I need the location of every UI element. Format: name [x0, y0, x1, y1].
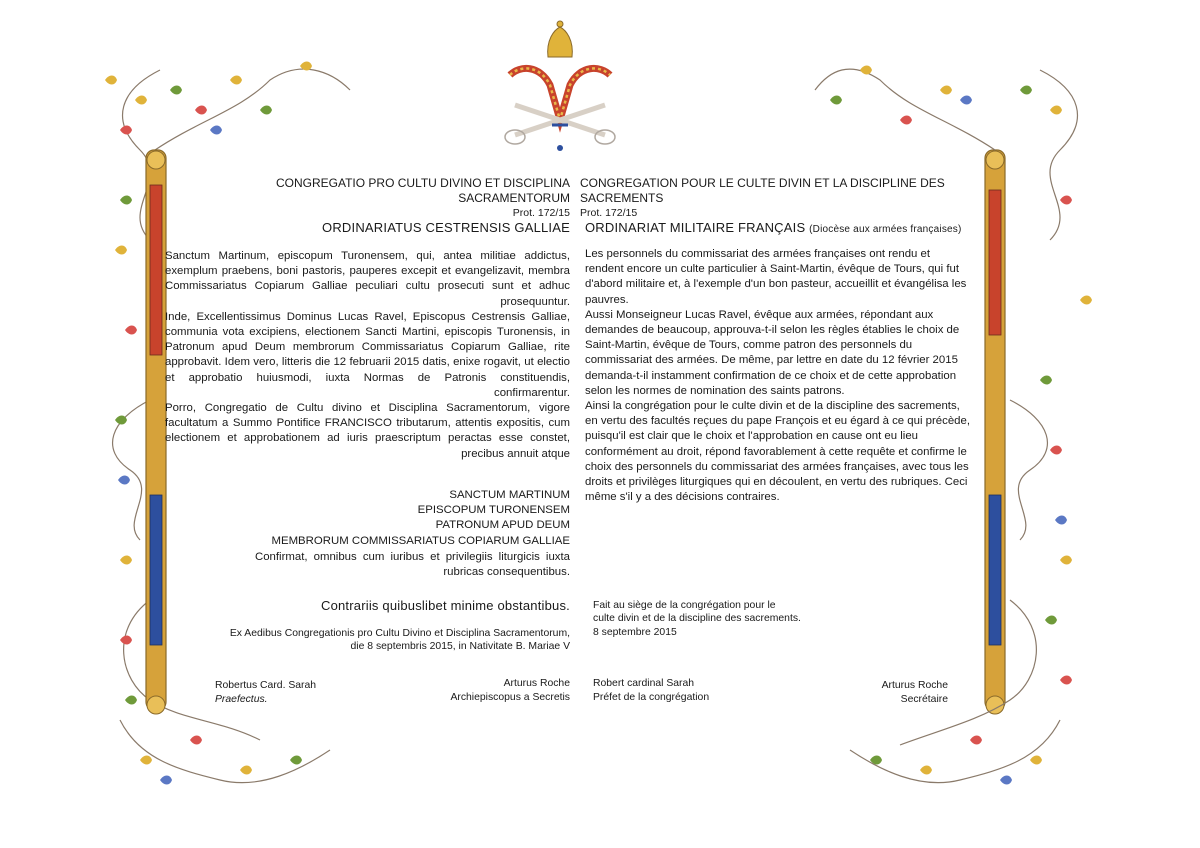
latin-header: [180, 176, 570, 221]
left-blue-bar: [150, 495, 162, 645]
french-signature-left: [593, 677, 793, 705]
french-sig-right-name: Arturus Roche: [881, 680, 948, 691]
papal-emblem: [505, 21, 615, 151]
latin-paragraph: Inde, Excellentissimus Dominus Lucas Ravel, Episcopus Cestrensis Galliae, communia vota excipiens, electionem Sancti Martini, episcopis Turonensis, in Patronum apud Deum membrorum Commissariatus Copiarum Galliae, rite approbavit. Idem vero, litteris die 12 februarii 2015 datis, enixe rogavit, ut electio et approbatio huiusmodi, iuxta Normas de Patronis constituendis, confirmarentur.: [165, 310, 570, 399]
latin-prot: Prot. 172/15: [512, 207, 570, 219]
latin-center-line: MEMBRORUM COMMISSARIATUS COPIARUM GALLIAE: [271, 534, 570, 547]
latin-sig-left-name: Robertus Card. Sarah: [215, 680, 317, 691]
french-title-line: [585, 220, 985, 238]
french-paragraph: Aussi Monseigneur Lucas Ravel, évêque aux armées, répondant aux demandes de beaucoup, approuva-t-il selon les règles établies le choix de Saint-Martin, évêque de Tours, comme patron des personnels du commissariat des armées. De même, par lettre en date du 12 février 2015 demanda-t-il instamment confirmation de ce choix et de cette approbation selon les normes de nomination des saints patrons.: [585, 308, 960, 397]
latin-ex-aedibus-line2: die 8 septembris 2015, in Nativitate B. Mariae V: [350, 641, 570, 653]
latin-ex-aedibus-line1: Ex Aedibus Congregationis pro Cultu Divino et Disciplina Sacramentorum,: [229, 628, 570, 639]
french-sig-left-name: Robert cardinal Sarah: [593, 678, 695, 689]
latin-contrariis: Contrariis quibuslibet minime obstantibus.: [320, 598, 570, 613]
latin-sig-right-name: Arturus Roche: [503, 678, 570, 689]
latin-signature-left: [215, 679, 375, 707]
latin-center-line: EPISCOPUM TURONENSEM: [417, 504, 570, 517]
french-sig-right-role: Secrétaire: [900, 694, 948, 705]
latin-sig-right-role: Archiepiscopus a Secretis: [450, 692, 570, 703]
latin-congregation: CONGREGATIO PRO CULTU DIVINO ET DISCIPLINA SACRAMENTORUM: [275, 176, 570, 205]
latin-body: [165, 249, 570, 462]
latin-paragraph: Porro, Congregatio de Cultu divino et Disciplina Sacramentorum, vigore facultatum a Summo Pontifice FRANCISCO tributarum, attentis expositis, cum electionem et approbationem ad iuris praescriptum peractas esse constet, precibus annuit atque: [165, 402, 570, 460]
right-blue-bar: [989, 495, 1001, 645]
french-title: ORDINARIAT MILITAIRE FRANÇAIS: [585, 220, 806, 235]
french-paragraph: Les personnels du commissariat des armées françaises ont rendu et rendent encore un culte particulier à Saint-Martin, évêque de Tours, qui fut d'abord militaire et, à l'exemple d'un bon pasteur, accueillit et évangélisa les pauvres.: [585, 248, 967, 306]
left-red-bar: [150, 185, 162, 355]
latin-sig-left-role: Praefectus.: [215, 694, 268, 705]
french-paragraph: Ainsi la congrégation pour le culte divin et de la discipline des sacrements, en vertu des facultés reçues du pape François et eu égard à ce qui précède, puisqu'il est clair que le choix et l'approbation en cause ont eu lieu conformément au droit, répond favorablement à cette requête et confirme le choix des personnels du commissariat des armées françaises, avec tous les droits et privilèges liturgiques qui en découlent, en vertu des rubriques. Ceci même s'il y a des décisions contraires.: [585, 400, 970, 504]
french-header: [580, 176, 980, 221]
right-red-bar: [989, 190, 1001, 335]
french-body: [585, 247, 970, 505]
latin-confirmat: Confirmat, omnibus cum iuribus et privilegiis liturgicis iuxta rubricas consequentibus.: [255, 551, 570, 579]
latin-signature-right: [410, 677, 570, 705]
latin-center-line: PATRONUM APUD DEUM: [435, 519, 570, 532]
latin-paragraph: Sanctum Martinum, episcopum Turonensem, qui, antea militiae addictus, exemplum praebens, boni pastoris, pauperes excepit et evangelizavit, membra Commissariatus Copiarum Galliae peculiari cultu prosecuti sunt et adhuc prosequuntur.: [165, 250, 570, 308]
french-fait-line2: culte divin et de la discipline des sacrements.: [593, 613, 801, 625]
french-title-note: (Diocèse aux armées françaises): [809, 224, 962, 235]
french-prot: Prot. 172/15: [580, 207, 638, 219]
french-fait: [593, 599, 853, 639]
french-congregation: CONGREGATION POUR LE CULTE DIVIN ET LA DISCIPLINE DES SACREMENTS: [580, 176, 945, 205]
latin-center-block: [180, 488, 570, 549]
french-signature-right: [830, 679, 948, 707]
latin-title: ORDINARIATUS CESTRENSIS GALLIAE: [322, 220, 570, 235]
latin-ex-aedibus: [180, 627, 570, 654]
french-fait-line1: Fait au siège de la congrégation pour le: [593, 600, 776, 611]
french-fait-line3: 8 septembre 2015: [593, 626, 677, 638]
french-sig-left-role: Préfet de la congrégation: [593, 692, 710, 703]
latin-center-line: SANCTUM MARTINUM: [449, 489, 570, 501]
